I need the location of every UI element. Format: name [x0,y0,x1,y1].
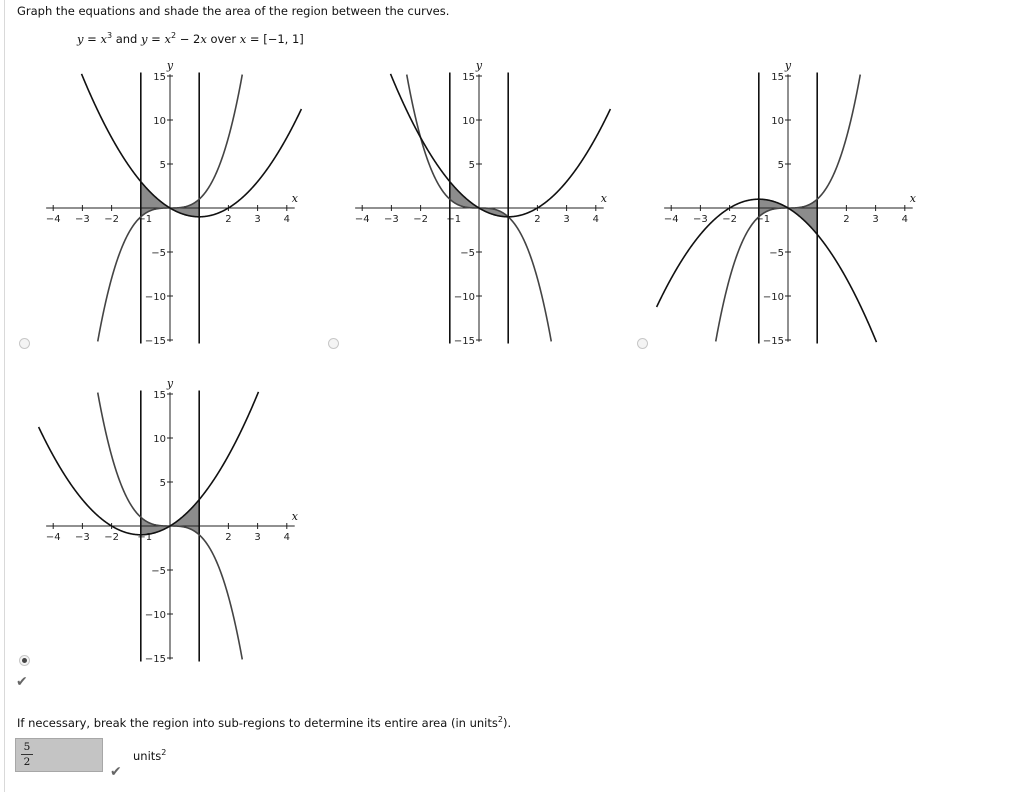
quadratic-curve [39,392,259,535]
y-tick-label: −10 [144,610,166,621]
x-tick-label: −2 [104,214,119,225]
answer-denominator: 2 [23,756,31,768]
y-tick-label: 15 [771,72,784,83]
x-tick-label: 2 [534,214,541,225]
x-tick-label: 4 [283,532,290,543]
x-tick-label: −2 [722,214,737,225]
x-tick-label: −1 [755,214,771,225]
y-axis-label: y [784,59,792,73]
page-left-border [4,0,5,792]
x-tick-label: −3 [75,532,90,543]
graph-plot-1 [25,55,325,345]
y-tick-label: −15 [144,336,166,345]
y-tick-label: 5 [159,478,166,489]
question-text: Graph the equations and shade the area of the region between the curves. [17,4,450,18]
x-tick-label: −3 [384,214,399,225]
x-tick-label: 2 [225,214,232,225]
x-axis-label: x [600,192,607,205]
y-tick-label: 5 [777,160,784,171]
followup-question: If necessary, break the region into sub-regions to determine its entire area (in units$^2$). [17,715,512,730]
x-tick-label: −1 [137,532,153,543]
y-tick-label: 10 [153,434,166,445]
graph-plot-3 [643,55,943,345]
x-tick-label: 2 [843,214,850,225]
x-tick-label: −1 [137,214,153,225]
radio-option-2[interactable] [328,338,339,349]
radio-option-4[interactable] [19,655,30,666]
x-tick-label: 4 [283,214,290,225]
x-tick-label: −3 [75,214,90,225]
y-tick-label: 5 [159,160,166,171]
graph-plot-2 [334,55,634,345]
graph-plot-4 [25,373,325,663]
graph-option-2[interactable] [334,55,634,345]
x-tick-label: 3 [872,214,879,225]
y-tick-label: −10 [762,292,784,303]
x-tick-label: −4 [45,214,61,225]
answer-fraction [21,741,33,768]
y-axis-label: y [166,377,174,391]
graph-correct-check-icon: ✔ [16,674,28,690]
y-tick-label: −5 [151,248,166,259]
x-tick-label: −2 [413,214,428,225]
units-label: units$^2$ [133,748,167,763]
x-tick-label: −4 [663,214,679,225]
x-axis-label: x [291,192,298,205]
y-tick-label: 15 [153,390,166,401]
y-tick-label: 10 [462,116,475,127]
x-tick-label: 3 [254,214,261,225]
radio-option-3[interactable] [637,338,648,349]
y-tick-label: −5 [460,248,475,259]
x-tick-label: 2 [225,532,232,543]
area-answer-input[interactable] [15,738,103,772]
y-axis-label: y [475,59,483,73]
x-tick-label: −3 [693,214,708,225]
answer-correct-check-icon: ✔ [110,764,122,780]
radio-option-1[interactable] [19,338,30,349]
x-axis-label: x [291,510,298,523]
x-tick-label: −4 [45,532,61,543]
y-tick-label: 10 [771,116,784,127]
graph-option-3[interactable] [643,55,943,345]
x-tick-label: −1 [446,214,462,225]
y-axis-label: y [166,59,174,73]
x-tick-label: −4 [354,214,370,225]
y-tick-label: −5 [151,566,166,577]
y-tick-label: −5 [769,248,784,259]
y-tick-label: 5 [468,160,475,171]
y-tick-label: −10 [453,292,475,303]
y-tick-label: 15 [153,72,166,83]
x-tick-label: 4 [901,214,908,225]
quadratic-curve [82,74,302,217]
y-tick-label: 10 [153,116,166,127]
x-tick-label: 4 [592,214,599,225]
graph-option-4[interactable] [25,373,325,663]
y-tick-label: −15 [762,336,784,345]
graph-option-1[interactable] [25,55,325,345]
y-tick-label: 15 [462,72,475,83]
y-tick-label: −10 [144,292,166,303]
x-tick-label: 3 [254,532,261,543]
x-axis-label: x [909,192,916,205]
problem-equation: $y = x^3$ and $y = x^2 - 2x$ over x = [−1, 1] [77,31,304,46]
y-tick-label: −15 [144,654,166,663]
y-tick-label: −15 [453,336,475,345]
x-tick-label: 3 [563,214,570,225]
answer-numerator: 5 [23,741,31,753]
x-tick-label: −2 [104,532,119,543]
